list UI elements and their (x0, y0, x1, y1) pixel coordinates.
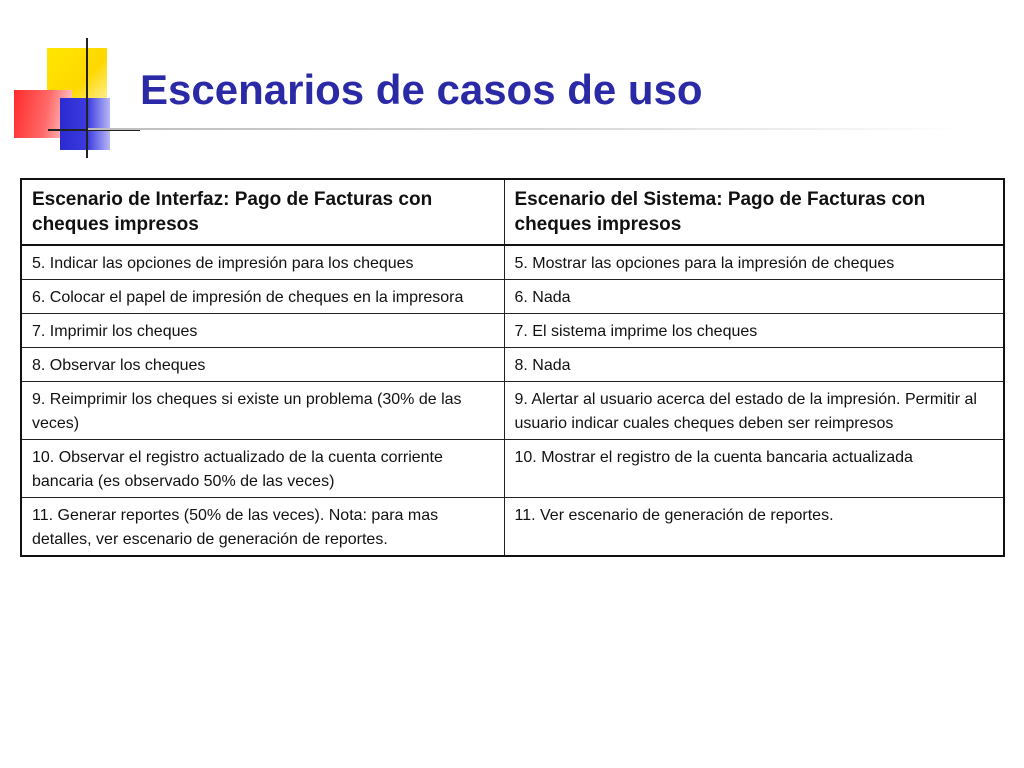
table-row (21, 280, 1004, 314)
system-step-5: 5. Mostrar las opciones para la impresión de cheques (504, 245, 1004, 280)
system-step-7: 7. El sistema imprime los cheques (504, 314, 1004, 348)
table-row (21, 498, 1004, 557)
decorative-squares-logo (0, 0, 150, 165)
system-step-6: 6. Nada (504, 280, 1004, 314)
blue-square (60, 98, 110, 150)
table-row (21, 348, 1004, 382)
system-step-9: 9. Alertar al usuario acerca del estado de la impresión. Permitir al usuario indicar cuales cheques deben ser reimpresos (504, 382, 1004, 440)
system-step-8: 8. Nada (504, 348, 1004, 382)
interface-step-7: 7. Imprimir los cheques (21, 314, 504, 348)
scenarios-table (20, 178, 1005, 557)
table-row (21, 245, 1004, 280)
system-step-10: 10. Mostrar el registro de la cuenta bancaria actualizada (504, 440, 1004, 498)
interface-step-8: 8. Observar los cheques (21, 348, 504, 382)
vertical-line (86, 38, 88, 158)
table-row (21, 314, 1004, 348)
header-interface-scenario: Escenario de Interfaz: Pago de Facturas con cheques impresos (21, 179, 504, 245)
interface-step-10: 10. Observar el registro actualizado de la cuenta corriente bancaria (es observado 50% de las veces) (21, 440, 504, 498)
system-step-11: 11. Ver escenario de generación de reportes. (504, 498, 1004, 557)
table-row (21, 440, 1004, 498)
header-system-scenario: Escenario del Sistema: Pago de Facturas con cheques impresos (504, 179, 1004, 245)
interface-step-6: 6. Colocar el papel de impresión de cheques en la impresora (21, 280, 504, 314)
slide-title: Escenarios de casos de uso (140, 66, 703, 113)
interface-step-11: 11. Generar reportes (50% de las veces). Nota: para mas detalles, ver escenario de generación de reportes. (21, 498, 504, 557)
table-header-row (21, 179, 1004, 245)
table-row (21, 382, 1004, 440)
interface-step-9: 9. Reimprimir los cheques si existe un problema (30% de las veces) (21, 382, 504, 440)
title-underline (88, 128, 968, 130)
interface-step-5: 5. Indicar las opciones de impresión para los cheques (21, 245, 504, 280)
